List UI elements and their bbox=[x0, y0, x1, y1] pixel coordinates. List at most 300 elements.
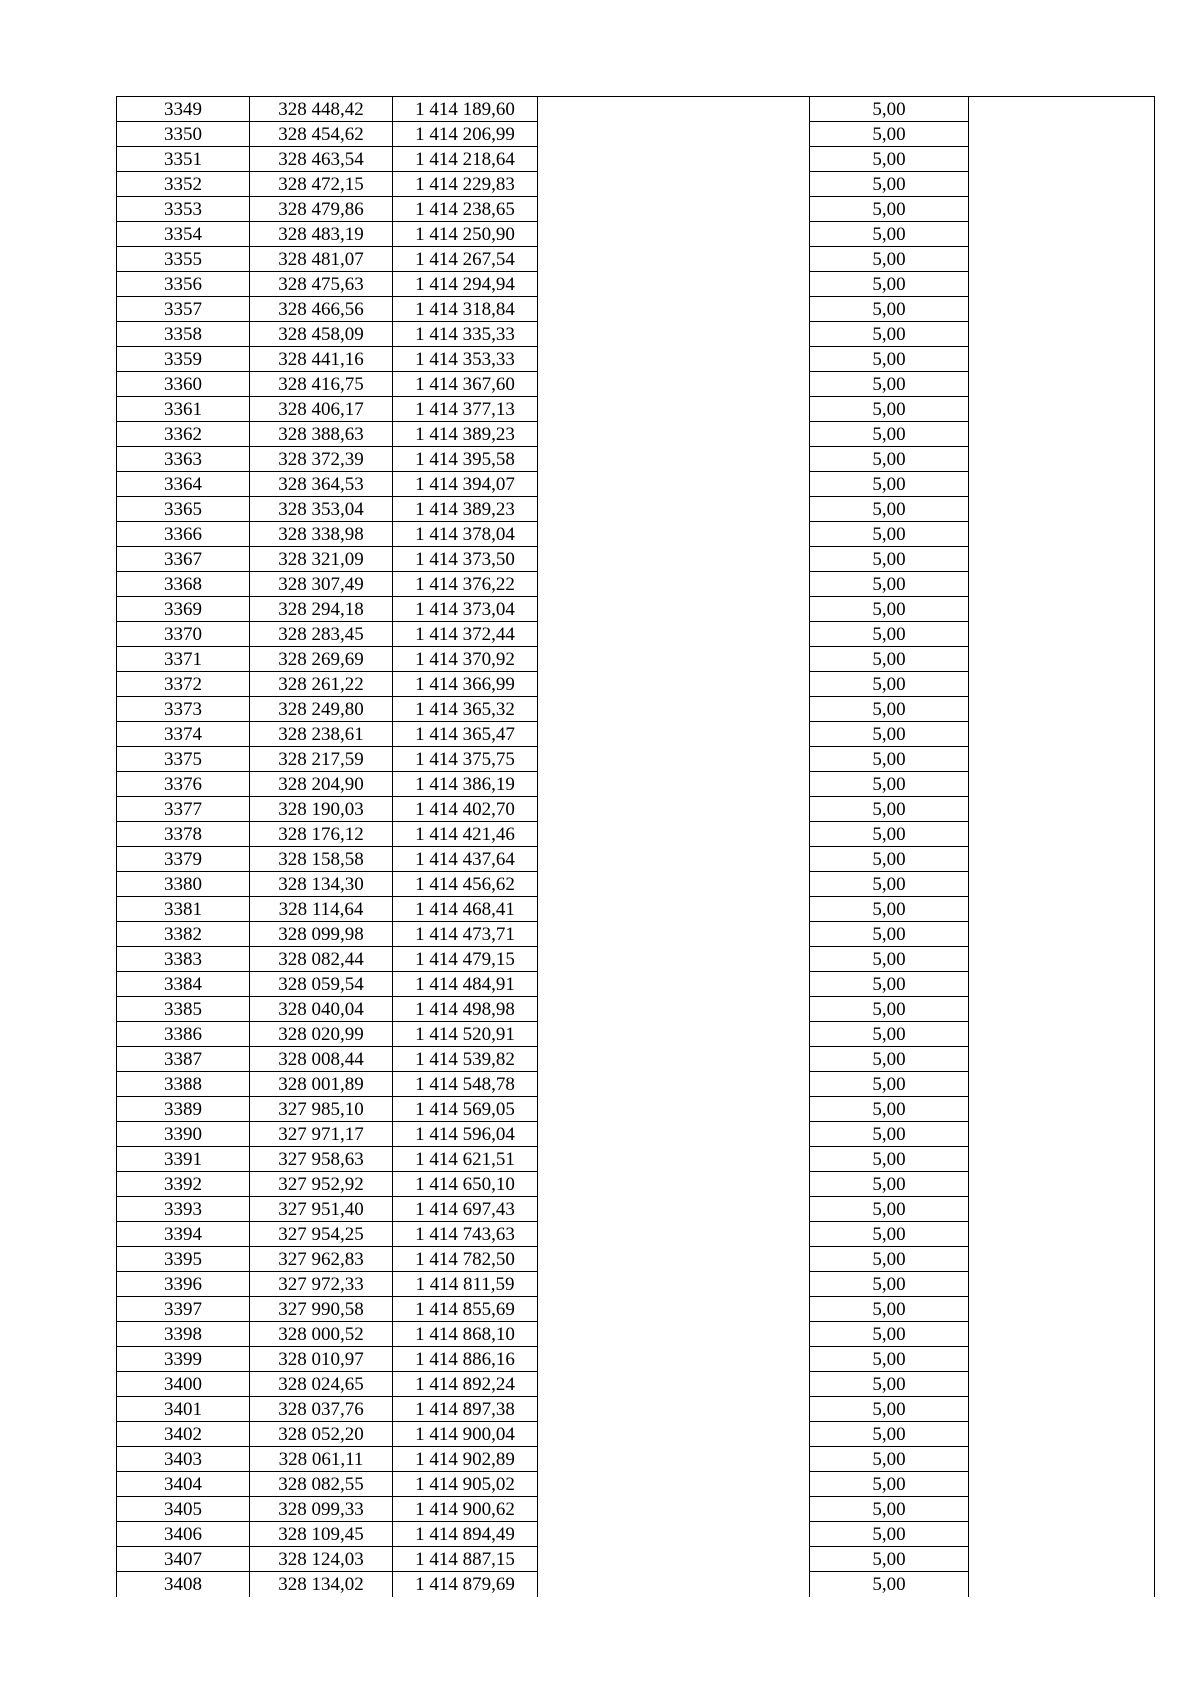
empty-cell bbox=[538, 1372, 810, 1397]
y-coordinate-cell: 1 414 421,46 bbox=[393, 822, 538, 847]
empty-cell bbox=[538, 1272, 810, 1297]
x-coordinate-cell: 328 441,16 bbox=[250, 347, 393, 372]
y-coordinate-cell: 1 414 886,16 bbox=[393, 1347, 538, 1372]
empty-cell bbox=[969, 822, 1155, 847]
table-row bbox=[117, 772, 1155, 797]
x-coordinate-cell: 328 249,80 bbox=[250, 697, 393, 722]
y-coordinate-cell: 1 414 375,75 bbox=[393, 747, 538, 772]
point-number-cell: 3383 bbox=[117, 947, 250, 972]
empty-cell bbox=[538, 322, 810, 347]
table-row bbox=[117, 247, 1155, 272]
table-row bbox=[117, 572, 1155, 597]
x-coordinate-cell: 328 448,42 bbox=[250, 97, 393, 122]
x-coordinate-cell: 328 364,53 bbox=[250, 472, 393, 497]
point-number-cell: 3371 bbox=[117, 647, 250, 672]
point-number-cell: 3360 bbox=[117, 372, 250, 397]
empty-cell bbox=[538, 172, 810, 197]
value-cell: 5,00 bbox=[810, 772, 969, 797]
empty-cell bbox=[969, 997, 1155, 1022]
point-number-cell: 3380 bbox=[117, 872, 250, 897]
y-coordinate-cell: 1 414 386,19 bbox=[393, 772, 538, 797]
point-number-cell: 3393 bbox=[117, 1197, 250, 1222]
table-row bbox=[117, 797, 1155, 822]
y-coordinate-cell: 1 414 473,71 bbox=[393, 922, 538, 947]
table-row bbox=[117, 1047, 1155, 1072]
value-cell: 5,00 bbox=[810, 697, 969, 722]
empty-cell bbox=[969, 897, 1155, 922]
y-coordinate-cell: 1 414 569,05 bbox=[393, 1097, 538, 1122]
x-coordinate-cell: 328 458,09 bbox=[250, 322, 393, 347]
empty-cell bbox=[969, 622, 1155, 647]
value-cell: 5,00 bbox=[810, 372, 969, 397]
empty-cell bbox=[969, 247, 1155, 272]
empty-cell bbox=[538, 147, 810, 172]
y-coordinate-cell: 1 414 868,10 bbox=[393, 1322, 538, 1347]
value-cell: 5,00 bbox=[810, 172, 969, 197]
y-coordinate-cell: 1 414 238,65 bbox=[393, 197, 538, 222]
table-row bbox=[117, 1572, 1155, 1597]
value-cell: 5,00 bbox=[810, 222, 969, 247]
empty-cell bbox=[538, 872, 810, 897]
empty-cell bbox=[538, 947, 810, 972]
y-coordinate-cell: 1 414 373,50 bbox=[393, 547, 538, 572]
point-number-cell: 3391 bbox=[117, 1147, 250, 1172]
point-number-cell: 3372 bbox=[117, 672, 250, 697]
point-number-cell: 3388 bbox=[117, 1072, 250, 1097]
empty-cell bbox=[538, 1147, 810, 1172]
value-cell: 5,00 bbox=[810, 1497, 969, 1522]
point-number-cell: 3357 bbox=[117, 297, 250, 322]
x-coordinate-cell: 328 040,04 bbox=[250, 997, 393, 1022]
empty-cell bbox=[538, 1472, 810, 1497]
empty-cell bbox=[538, 1422, 810, 1447]
x-coordinate-cell: 327 972,33 bbox=[250, 1272, 393, 1297]
x-coordinate-cell: 328 037,76 bbox=[250, 1397, 393, 1422]
point-number-cell: 3353 bbox=[117, 197, 250, 222]
empty-cell bbox=[969, 422, 1155, 447]
y-coordinate-cell: 1 414 389,23 bbox=[393, 422, 538, 447]
point-number-cell: 3359 bbox=[117, 347, 250, 372]
empty-cell bbox=[969, 197, 1155, 222]
table-row bbox=[117, 847, 1155, 872]
table-row bbox=[117, 697, 1155, 722]
empty-cell bbox=[969, 1347, 1155, 1372]
empty-cell bbox=[538, 622, 810, 647]
x-coordinate-cell: 328 353,04 bbox=[250, 497, 393, 522]
table-row bbox=[117, 972, 1155, 997]
point-number-cell: 3389 bbox=[117, 1097, 250, 1122]
y-coordinate-cell: 1 414 892,24 bbox=[393, 1372, 538, 1397]
point-number-cell: 3356 bbox=[117, 272, 250, 297]
empty-cell bbox=[538, 1547, 810, 1572]
empty-cell bbox=[538, 297, 810, 322]
point-number-cell: 3370 bbox=[117, 622, 250, 647]
value-cell: 5,00 bbox=[810, 1447, 969, 1472]
y-coordinate-cell: 1 414 218,64 bbox=[393, 147, 538, 172]
value-cell: 5,00 bbox=[810, 247, 969, 272]
value-cell: 5,00 bbox=[810, 497, 969, 522]
y-coordinate-cell: 1 414 484,91 bbox=[393, 972, 538, 997]
table-row bbox=[117, 1347, 1155, 1372]
table-row bbox=[117, 1297, 1155, 1322]
coordinates-table-body bbox=[117, 97, 1155, 1597]
empty-cell bbox=[538, 1247, 810, 1272]
point-number-cell: 3361 bbox=[117, 397, 250, 422]
x-coordinate-cell: 328 099,98 bbox=[250, 922, 393, 947]
y-coordinate-cell: 1 414 335,33 bbox=[393, 322, 538, 347]
value-cell: 5,00 bbox=[810, 722, 969, 747]
empty-cell bbox=[969, 772, 1155, 797]
point-number-cell: 3404 bbox=[117, 1472, 250, 1497]
x-coordinate-cell: 328 158,58 bbox=[250, 847, 393, 872]
y-coordinate-cell: 1 414 376,22 bbox=[393, 572, 538, 597]
value-cell: 5,00 bbox=[810, 897, 969, 922]
x-coordinate-cell: 328 114,64 bbox=[250, 897, 393, 922]
empty-cell bbox=[538, 797, 810, 822]
y-coordinate-cell: 1 414 902,89 bbox=[393, 1447, 538, 1472]
x-coordinate-cell: 327 954,25 bbox=[250, 1222, 393, 1247]
empty-cell bbox=[969, 547, 1155, 572]
table-row bbox=[117, 597, 1155, 622]
value-cell: 5,00 bbox=[810, 822, 969, 847]
y-coordinate-cell: 1 414 365,32 bbox=[393, 697, 538, 722]
point-number-cell: 3384 bbox=[117, 972, 250, 997]
point-number-cell: 3392 bbox=[117, 1172, 250, 1197]
table-row bbox=[117, 422, 1155, 447]
value-cell: 5,00 bbox=[810, 1072, 969, 1097]
empty-cell bbox=[538, 1072, 810, 1097]
empty-cell bbox=[969, 572, 1155, 597]
point-number-cell: 3366 bbox=[117, 522, 250, 547]
empty-cell bbox=[969, 922, 1155, 947]
point-number-cell: 3382 bbox=[117, 922, 250, 947]
empty-cell bbox=[969, 872, 1155, 897]
y-coordinate-cell: 1 414 743,63 bbox=[393, 1222, 538, 1247]
point-number-cell: 3398 bbox=[117, 1322, 250, 1347]
value-cell: 5,00 bbox=[810, 572, 969, 597]
point-number-cell: 3350 bbox=[117, 122, 250, 147]
value-cell: 5,00 bbox=[810, 647, 969, 672]
point-number-cell: 3385 bbox=[117, 997, 250, 1022]
y-coordinate-cell: 1 414 479,15 bbox=[393, 947, 538, 972]
point-number-cell: 3386 bbox=[117, 1022, 250, 1047]
y-coordinate-cell: 1 414 596,04 bbox=[393, 1122, 538, 1147]
point-number-cell: 3397 bbox=[117, 1297, 250, 1322]
point-number-cell: 3349 bbox=[117, 97, 250, 122]
point-number-cell: 3358 bbox=[117, 322, 250, 347]
point-number-cell: 3395 bbox=[117, 1247, 250, 1272]
point-number-cell: 3374 bbox=[117, 722, 250, 747]
x-coordinate-cell: 328 024,65 bbox=[250, 1372, 393, 1397]
empty-cell bbox=[969, 972, 1155, 997]
y-coordinate-cell: 1 414 378,04 bbox=[393, 522, 538, 547]
point-number-cell: 3367 bbox=[117, 547, 250, 572]
y-coordinate-cell: 1 414 189,60 bbox=[393, 97, 538, 122]
empty-cell bbox=[969, 1022, 1155, 1047]
value-cell: 5,00 bbox=[810, 397, 969, 422]
empty-cell bbox=[969, 1072, 1155, 1097]
point-number-cell: 3400 bbox=[117, 1372, 250, 1397]
value-cell: 5,00 bbox=[810, 1247, 969, 1272]
point-number-cell: 3368 bbox=[117, 572, 250, 597]
table-row bbox=[117, 1522, 1155, 1547]
empty-cell bbox=[969, 1122, 1155, 1147]
empty-cell bbox=[969, 847, 1155, 872]
x-coordinate-cell: 328 099,33 bbox=[250, 1497, 393, 1522]
empty-cell bbox=[538, 1122, 810, 1147]
table-row bbox=[117, 297, 1155, 322]
table-row bbox=[117, 1022, 1155, 1047]
empty-cell bbox=[538, 672, 810, 697]
empty-cell bbox=[969, 497, 1155, 522]
point-number-cell: 3406 bbox=[117, 1522, 250, 1547]
y-coordinate-cell: 1 414 372,44 bbox=[393, 622, 538, 647]
empty-cell bbox=[969, 1572, 1155, 1597]
table-row bbox=[117, 1322, 1155, 1347]
empty-cell bbox=[969, 447, 1155, 472]
y-coordinate-cell: 1 414 353,33 bbox=[393, 347, 538, 372]
value-cell: 5,00 bbox=[810, 447, 969, 472]
empty-cell bbox=[969, 722, 1155, 747]
y-coordinate-cell: 1 414 879,69 bbox=[393, 1572, 538, 1597]
empty-cell bbox=[969, 1147, 1155, 1172]
value-cell: 5,00 bbox=[810, 947, 969, 972]
x-coordinate-cell: 327 985,10 bbox=[250, 1097, 393, 1122]
point-number-cell: 3379 bbox=[117, 847, 250, 872]
point-number-cell: 3354 bbox=[117, 222, 250, 247]
y-coordinate-cell: 1 414 437,64 bbox=[393, 847, 538, 872]
empty-cell bbox=[538, 447, 810, 472]
empty-cell bbox=[969, 647, 1155, 672]
table-row bbox=[117, 947, 1155, 972]
x-coordinate-cell: 328 483,19 bbox=[250, 222, 393, 247]
empty-cell bbox=[538, 847, 810, 872]
table-row bbox=[117, 147, 1155, 172]
empty-cell bbox=[538, 547, 810, 572]
table-row bbox=[117, 222, 1155, 247]
empty-cell bbox=[538, 372, 810, 397]
value-cell: 5,00 bbox=[810, 97, 969, 122]
empty-cell bbox=[538, 97, 810, 122]
value-cell: 5,00 bbox=[810, 1272, 969, 1297]
empty-cell bbox=[538, 397, 810, 422]
empty-cell bbox=[969, 1422, 1155, 1447]
y-coordinate-cell: 1 414 468,41 bbox=[393, 897, 538, 922]
table-row bbox=[117, 397, 1155, 422]
value-cell: 5,00 bbox=[810, 1472, 969, 1497]
value-cell: 5,00 bbox=[810, 547, 969, 572]
empty-cell bbox=[969, 222, 1155, 247]
empty-cell bbox=[969, 1447, 1155, 1472]
point-number-cell: 3403 bbox=[117, 1447, 250, 1472]
empty-cell bbox=[969, 1222, 1155, 1247]
empty-cell bbox=[969, 472, 1155, 497]
x-coordinate-cell: 328 082,55 bbox=[250, 1472, 393, 1497]
table-row bbox=[117, 197, 1155, 222]
x-coordinate-cell: 328 294,18 bbox=[250, 597, 393, 622]
y-coordinate-cell: 1 414 520,91 bbox=[393, 1022, 538, 1047]
empty-cell bbox=[538, 922, 810, 947]
empty-cell bbox=[538, 122, 810, 147]
x-coordinate-cell: 328 472,15 bbox=[250, 172, 393, 197]
empty-cell bbox=[538, 1572, 810, 1597]
empty-cell bbox=[969, 397, 1155, 422]
empty-cell bbox=[969, 672, 1155, 697]
table-row bbox=[117, 172, 1155, 197]
y-coordinate-cell: 1 414 377,13 bbox=[393, 397, 538, 422]
value-cell: 5,00 bbox=[810, 1022, 969, 1047]
value-cell: 5,00 bbox=[810, 322, 969, 347]
x-coordinate-cell: 328 000,52 bbox=[250, 1322, 393, 1347]
y-coordinate-cell: 1 414 373,04 bbox=[393, 597, 538, 622]
value-cell: 5,00 bbox=[810, 1172, 969, 1197]
point-number-cell: 3407 bbox=[117, 1547, 250, 1572]
y-coordinate-cell: 1 414 855,69 bbox=[393, 1297, 538, 1322]
empty-cell bbox=[969, 1272, 1155, 1297]
point-number-cell: 3373 bbox=[117, 697, 250, 722]
value-cell: 5,00 bbox=[810, 847, 969, 872]
table-row bbox=[117, 447, 1155, 472]
empty-cell bbox=[969, 1397, 1155, 1422]
value-cell: 5,00 bbox=[810, 522, 969, 547]
empty-cell bbox=[969, 797, 1155, 822]
table-row bbox=[117, 747, 1155, 772]
empty-cell bbox=[969, 297, 1155, 322]
empty-cell bbox=[538, 972, 810, 997]
x-coordinate-cell: 328 321,09 bbox=[250, 547, 393, 572]
empty-cell bbox=[538, 272, 810, 297]
y-coordinate-cell: 1 414 621,51 bbox=[393, 1147, 538, 1172]
x-coordinate-cell: 328 061,11 bbox=[250, 1447, 393, 1472]
value-cell: 5,00 bbox=[810, 1147, 969, 1172]
empty-cell bbox=[538, 722, 810, 747]
empty-cell bbox=[538, 1497, 810, 1522]
y-coordinate-cell: 1 414 650,10 bbox=[393, 1172, 538, 1197]
empty-cell bbox=[969, 147, 1155, 172]
x-coordinate-cell: 328 109,45 bbox=[250, 1522, 393, 1547]
table-row bbox=[117, 722, 1155, 747]
value-cell: 5,00 bbox=[810, 1222, 969, 1247]
y-coordinate-cell: 1 414 394,07 bbox=[393, 472, 538, 497]
table-row bbox=[117, 1472, 1155, 1497]
empty-cell bbox=[538, 647, 810, 672]
empty-cell bbox=[969, 1547, 1155, 1572]
table-row bbox=[117, 1372, 1155, 1397]
empty-cell bbox=[538, 1022, 810, 1047]
value-cell: 5,00 bbox=[810, 1397, 969, 1422]
table-row bbox=[117, 897, 1155, 922]
empty-cell bbox=[538, 697, 810, 722]
empty-cell bbox=[538, 772, 810, 797]
table-row bbox=[117, 997, 1155, 1022]
point-number-cell: 3351 bbox=[117, 147, 250, 172]
point-number-cell: 3401 bbox=[117, 1397, 250, 1422]
y-coordinate-cell: 1 414 897,38 bbox=[393, 1397, 538, 1422]
value-cell: 5,00 bbox=[810, 1347, 969, 1372]
empty-cell bbox=[538, 1347, 810, 1372]
x-coordinate-cell: 328 217,59 bbox=[250, 747, 393, 772]
value-cell: 5,00 bbox=[810, 872, 969, 897]
y-coordinate-cell: 1 414 389,23 bbox=[393, 497, 538, 522]
empty-cell bbox=[538, 1447, 810, 1472]
value-cell: 5,00 bbox=[810, 1572, 969, 1597]
empty-cell bbox=[969, 347, 1155, 372]
table-row bbox=[117, 1397, 1155, 1422]
point-number-cell: 3387 bbox=[117, 1047, 250, 1072]
empty-cell bbox=[538, 1222, 810, 1247]
y-coordinate-cell: 1 414 395,58 bbox=[393, 447, 538, 472]
table-row bbox=[117, 97, 1155, 122]
value-cell: 5,00 bbox=[810, 997, 969, 1022]
x-coordinate-cell: 328 204,90 bbox=[250, 772, 393, 797]
empty-cell bbox=[538, 347, 810, 372]
value-cell: 5,00 bbox=[810, 972, 969, 997]
value-cell: 5,00 bbox=[810, 1047, 969, 1072]
table-row bbox=[117, 1122, 1155, 1147]
value-cell: 5,00 bbox=[810, 1522, 969, 1547]
empty-cell bbox=[969, 1372, 1155, 1397]
coordinates-table bbox=[116, 96, 1155, 1597]
x-coordinate-cell: 327 962,83 bbox=[250, 1247, 393, 1272]
x-coordinate-cell: 328 466,56 bbox=[250, 297, 393, 322]
table-row bbox=[117, 372, 1155, 397]
y-coordinate-cell: 1 414 365,47 bbox=[393, 722, 538, 747]
table-row bbox=[117, 872, 1155, 897]
point-number-cell: 3376 bbox=[117, 772, 250, 797]
x-coordinate-cell: 328 388,63 bbox=[250, 422, 393, 447]
point-number-cell: 3363 bbox=[117, 447, 250, 472]
table-row bbox=[117, 922, 1155, 947]
point-number-cell: 3405 bbox=[117, 1497, 250, 1522]
table-row bbox=[117, 1147, 1155, 1172]
empty-cell bbox=[969, 697, 1155, 722]
x-coordinate-cell: 328 124,03 bbox=[250, 1547, 393, 1572]
y-coordinate-cell: 1 414 782,50 bbox=[393, 1247, 538, 1272]
x-coordinate-cell: 328 372,39 bbox=[250, 447, 393, 472]
y-coordinate-cell: 1 414 697,43 bbox=[393, 1197, 538, 1222]
value-cell: 5,00 bbox=[810, 1372, 969, 1397]
y-coordinate-cell: 1 414 294,94 bbox=[393, 272, 538, 297]
empty-cell bbox=[969, 947, 1155, 972]
y-coordinate-cell: 1 414 900,62 bbox=[393, 1497, 538, 1522]
x-coordinate-cell: 328 406,17 bbox=[250, 397, 393, 422]
empty-cell bbox=[969, 1247, 1155, 1272]
x-coordinate-cell: 327 952,92 bbox=[250, 1172, 393, 1197]
value-cell: 5,00 bbox=[810, 1322, 969, 1347]
empty-cell bbox=[538, 422, 810, 447]
table-row bbox=[117, 522, 1155, 547]
y-coordinate-cell: 1 414 229,83 bbox=[393, 172, 538, 197]
empty-cell bbox=[538, 572, 810, 597]
empty-cell bbox=[969, 97, 1155, 122]
value-cell: 5,00 bbox=[810, 1297, 969, 1322]
table-row bbox=[117, 1497, 1155, 1522]
empty-cell bbox=[969, 522, 1155, 547]
value-cell: 5,00 bbox=[810, 472, 969, 497]
value-cell: 5,00 bbox=[810, 1422, 969, 1447]
point-number-cell: 3355 bbox=[117, 247, 250, 272]
x-coordinate-cell: 328 269,69 bbox=[250, 647, 393, 672]
table-row bbox=[117, 1422, 1155, 1447]
empty-cell bbox=[969, 1522, 1155, 1547]
empty-cell bbox=[969, 1322, 1155, 1347]
table-row bbox=[117, 672, 1155, 697]
y-coordinate-cell: 1 414 498,98 bbox=[393, 997, 538, 1022]
value-cell: 5,00 bbox=[810, 622, 969, 647]
x-coordinate-cell: 328 454,62 bbox=[250, 122, 393, 147]
empty-cell bbox=[538, 1397, 810, 1422]
x-coordinate-cell: 327 971,17 bbox=[250, 1122, 393, 1147]
